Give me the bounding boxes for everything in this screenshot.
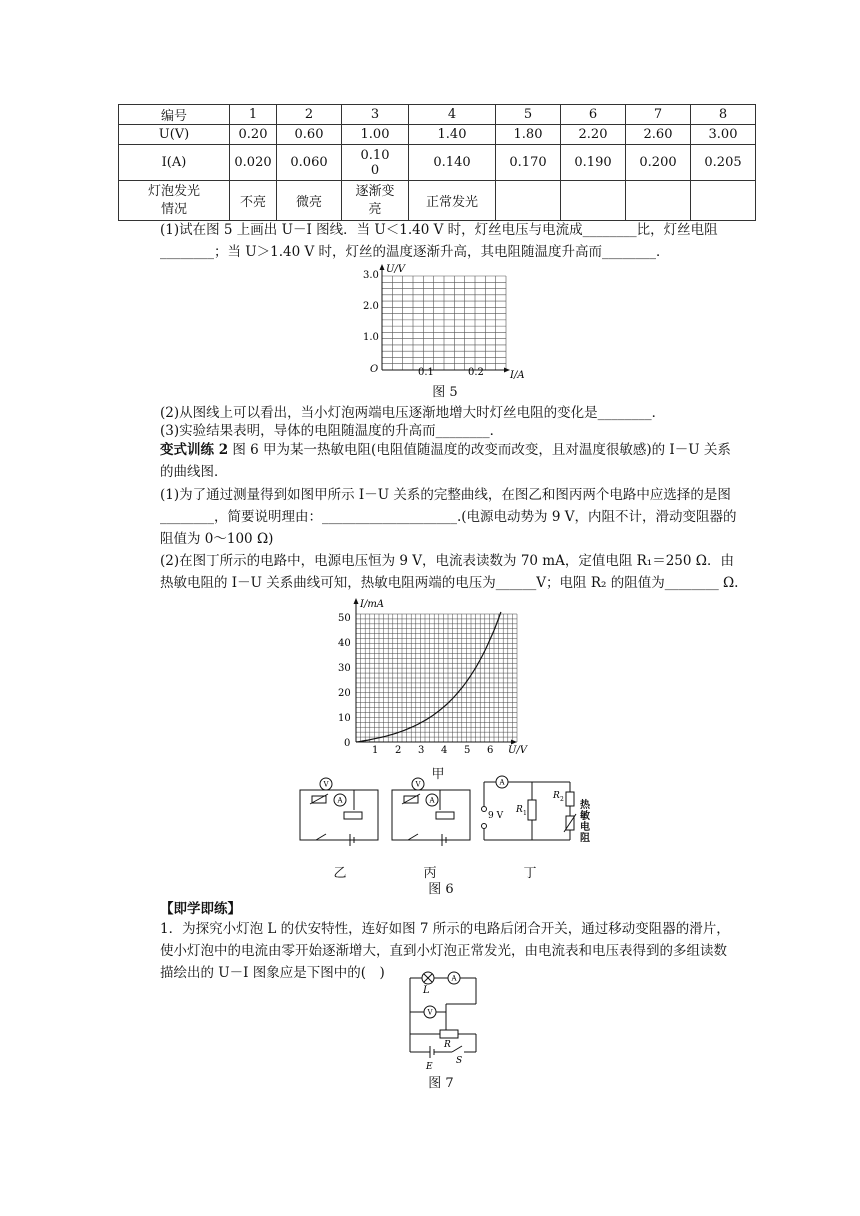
- table-header-cell: 3: [342, 105, 409, 125]
- figure-5-caption: 图 5: [432, 385, 458, 400]
- table-header-cell: 8: [691, 105, 756, 125]
- fig6-x-tick: 3: [418, 745, 425, 756]
- table-cell: 0.020: [230, 145, 277, 181]
- fig5-y-tick: 3.0: [363, 270, 379, 281]
- fig6-y-tick: 40: [338, 638, 351, 649]
- fig5-y-label: U/V: [386, 264, 406, 275]
- fig6-y-arrow: [354, 598, 359, 604]
- figure-7-caption: 图 7: [428, 1076, 454, 1091]
- table-cell: 微亮: [277, 181, 342, 221]
- table-cell: [691, 181, 756, 221]
- table-cell: 1.40: [409, 125, 496, 145]
- table-cell: 3.00: [691, 125, 756, 145]
- variant-training-block: [160, 439, 740, 483]
- circuit-label-yi: 乙: [333, 866, 347, 881]
- question-3-text: (3)实验结果表明，导体的电阻随温度的升高而________．: [160, 423, 504, 439]
- fig6-y-tick: 50: [338, 613, 351, 624]
- circuit-ding: [482, 776, 577, 840]
- table-cell: 1.00: [342, 125, 409, 145]
- fig6-x-arrow: [511, 740, 517, 745]
- fig6-x-label: U/V: [508, 745, 528, 756]
- variant-question-2: (2)在图丁所示的电路中，电源电压恒为 9 V，电流表读数为 70 mA，定值电阻 R₁＝250 Ω．由热敏电阻的 I－U 关系曲线可知，热敏电阻两端的电压为______V；电阻 R₂ 的阻值为________ Ω.: [160, 553, 739, 591]
- fig6-y-tick: 30: [338, 663, 351, 674]
- fig5-y-tick: 1.0: [363, 332, 379, 343]
- circuit-yi: [300, 778, 378, 846]
- table-cell: 灯泡发光情况: [119, 181, 230, 221]
- fig6-x-tick: 5: [464, 745, 471, 756]
- table-header-cell: 1: [230, 105, 277, 125]
- figure-6-circuits: [296, 776, 596, 846]
- svg-text:A: A: [451, 974, 457, 983]
- fig6-y-tick: 10: [338, 713, 351, 724]
- table-header-cell: 7: [626, 105, 691, 125]
- ding-voltage-label: 9 V: [488, 811, 504, 821]
- svg-text:A: A: [499, 778, 505, 787]
- fig6-y-tick: 20: [338, 688, 351, 699]
- table-cell: 0.205: [691, 145, 756, 181]
- svg-text:V: V: [323, 780, 329, 789]
- fig5-x-tick: 0.1: [418, 367, 434, 378]
- fig5-origin: O: [370, 364, 379, 375]
- fig5-y-arrow: [380, 264, 385, 270]
- practice-heading: 【即学即练】: [160, 901, 241, 917]
- fig6-x-tick: 1: [372, 745, 379, 756]
- table-cell: 2.60: [626, 125, 691, 145]
- figure-7-circuit: [406, 972, 486, 1072]
- table-header-cell: 2: [277, 105, 342, 125]
- circuit-label-bing: 丙: [423, 866, 437, 881]
- variant-intro: 图 6 甲为某一热敏电阻(电阻值随温度的改变而改变，且对温度很敏感)的 I－U 关系的曲线图．: [160, 442, 731, 480]
- fig6-y-label: I/mA: [360, 599, 385, 610]
- fig7-label-l: L: [423, 985, 430, 996]
- table-cell: [561, 181, 626, 221]
- fig5-x-label: I/A: [510, 370, 525, 381]
- figure-6-label-jia: 甲: [431, 767, 445, 782]
- figure-6-graph: [326, 595, 526, 765]
- practice-question-1: 1．为探究小灯泡 L 的伏安特性，连好如图 7 所示的电路后闭合开关，通过移动变阻器的滑片，使小灯泡中的电流由零开始逐渐增大，直到小灯泡正常发光，由电流表和电压表得到的多组读数描绘出的 U－I 图象应是下图中的( ): [160, 921, 730, 981]
- fig7-label-r: R: [444, 1040, 451, 1050]
- table-header-cell: 4: [409, 105, 496, 125]
- table-cell: U(V): [119, 125, 230, 145]
- circuit-bing: [392, 778, 470, 846]
- data-table: [118, 104, 756, 221]
- ding-r1-label: R: [516, 805, 523, 815]
- figure-5-grid: [360, 262, 540, 382]
- svg-text:A: A: [429, 796, 435, 805]
- table-cell: 0.190: [561, 145, 626, 181]
- ding-r1-subscript: 1: [523, 810, 527, 817]
- table-cell: 不亮: [230, 181, 277, 221]
- ding-r2-label: R: [553, 791, 560, 801]
- table-cell: 0.200: [626, 145, 691, 181]
- table-cell: [496, 181, 561, 221]
- figure-6-caption: 图 6: [428, 882, 454, 897]
- fig5-y-tick: 2.0: [363, 301, 379, 312]
- svg-text:V: V: [427, 1008, 433, 1017]
- table-cell: 0.20: [230, 125, 277, 145]
- fig6-x-tick: 2: [395, 745, 402, 756]
- table-header-cell: 6: [561, 105, 626, 125]
- ding-r2-subscript: 2: [560, 796, 564, 803]
- table-cell: 0.140: [409, 145, 496, 181]
- fig7-label-s: S: [456, 1056, 463, 1066]
- fig7-label-e: E: [426, 1062, 433, 1072]
- table-cell: 0.170: [496, 145, 561, 181]
- question-1-text: (1)试在图 5 上画出 U－I 图线．当 U＜1.40 V 时，灯丝电压与电流成________比，灯丝电阻________；当 U＞1.40 V 时，灯丝的温度逐渐升高，其电阻随温度升高而________．: [160, 222, 718, 260]
- table-cell: [626, 181, 691, 221]
- svg-text:V: V: [415, 780, 421, 789]
- circuit-label-ding: 丁: [523, 866, 537, 881]
- table-cell: 0.060: [277, 145, 342, 181]
- table-header-cell: 编号: [119, 105, 230, 125]
- fig6-x-tick: 4: [441, 745, 448, 756]
- table-cell: 0.100: [342, 145, 409, 181]
- ding-thermistor-label: 热敏电阻: [580, 800, 590, 844]
- table-cell: 逐渐变亮: [342, 181, 409, 221]
- table-cell: 1.80: [496, 125, 561, 145]
- table-cell: 2.20: [561, 125, 626, 145]
- variant-title: 变式训练 2: [160, 442, 229, 458]
- svg-text:A: A: [337, 796, 343, 805]
- question-2-text: (2)从图线上可以看出，当小灯泡两端电压逐渐地增大时灯丝电阻的变化是________．: [160, 405, 666, 421]
- table-cell: 正常发光: [409, 181, 496, 221]
- fig6-x-tick: 6: [487, 745, 494, 756]
- table-header-cell: 5: [496, 105, 561, 125]
- variant-question-1: (1)为了通过测量得到如图甲所示 I－U 关系的完整曲线，在图乙和图丙两个电路中应选择的是图________，简要说明理由：____________________.(电源电动势为 9 V，内阻不计，滑动变阻器的阻值为 0～100 Ω): [160, 487, 737, 547]
- table-cell: 0.60: [277, 125, 342, 145]
- table-cell: I(A): [119, 145, 230, 181]
- fig5-x-tick: 0.2: [468, 367, 484, 378]
- fig6-y-tick: 0: [344, 738, 351, 749]
